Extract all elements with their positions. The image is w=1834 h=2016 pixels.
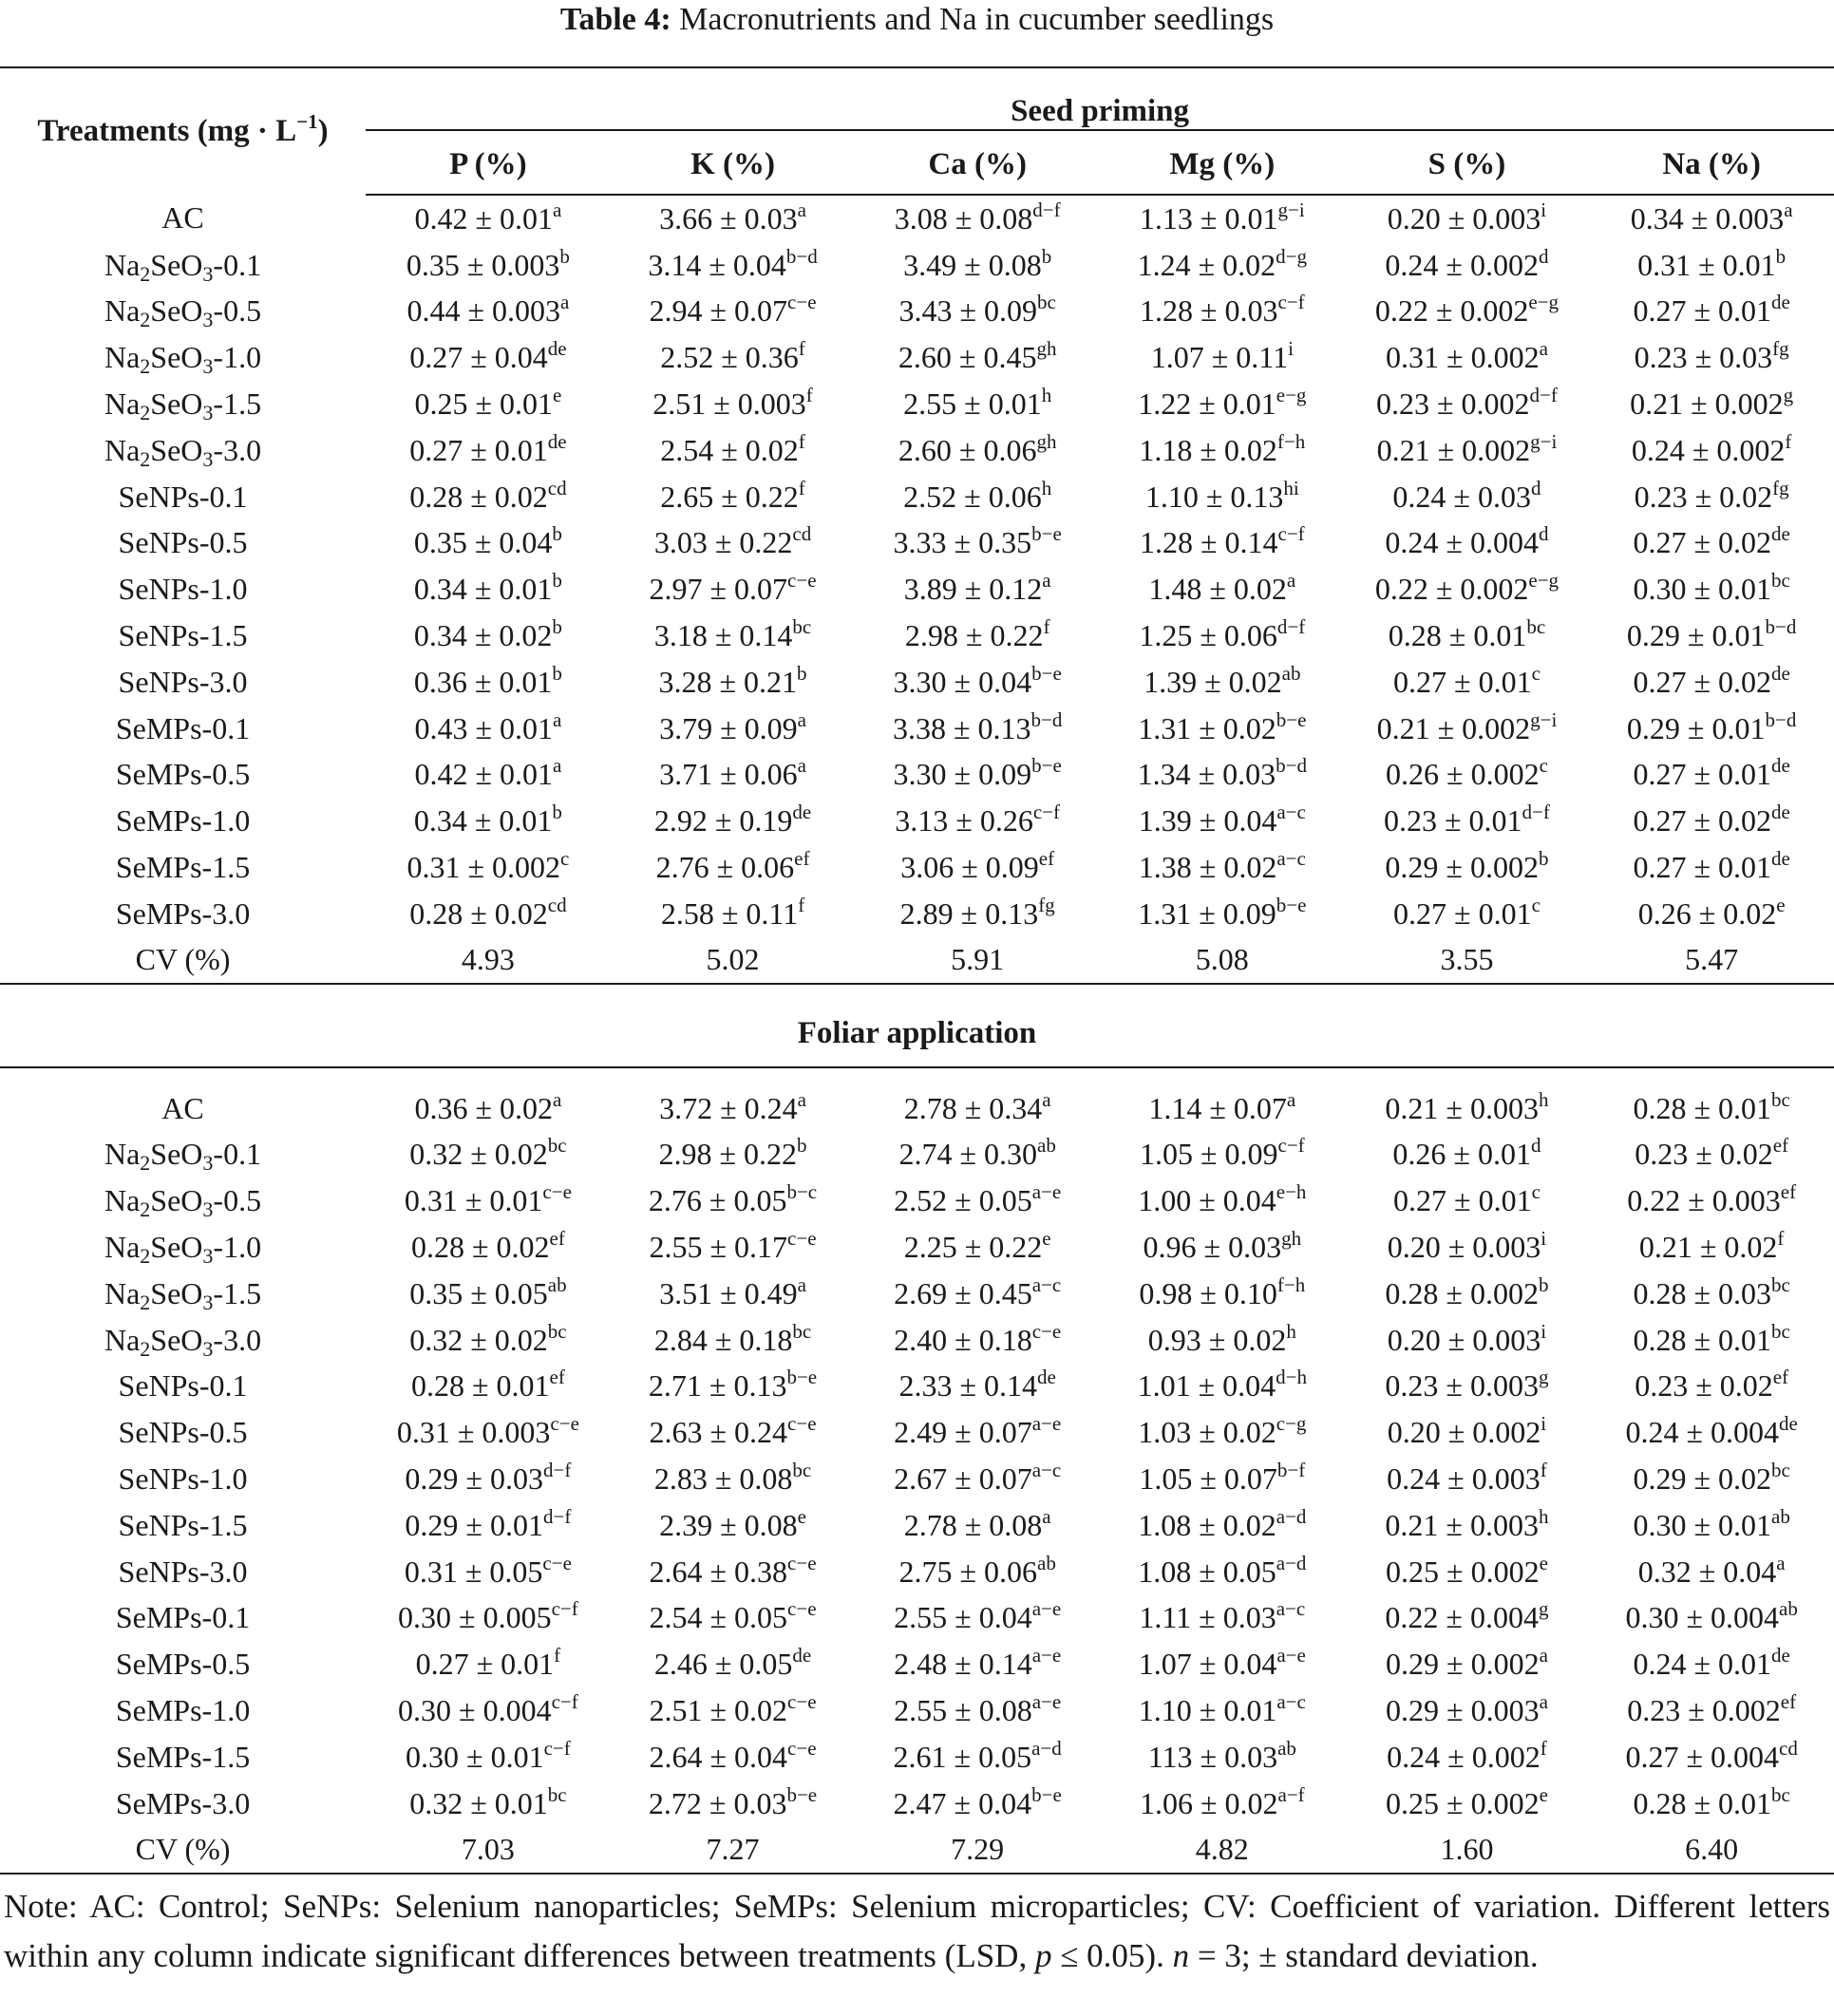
value-cell: $0.20 \pm 0.002^i$ xyxy=(1387,1412,1547,1450)
treatment-name: SeNPs-1.5 xyxy=(118,618,248,653)
treatment-name: AC xyxy=(161,1090,204,1125)
treatment-name: SeNPs-0.1 xyxy=(118,479,248,514)
value-cell: 0.29 ± 0.003$^a$ xyxy=(1386,1690,1548,1727)
value-cell: $1.10 \pm 0.13^{hi}$ xyxy=(1144,476,1299,514)
value-cell: $1.05 \pm 0.09^{c-f}$ xyxy=(1139,1134,1305,1172)
value-cell: 2.83 ± 0.08$^{bc}$ xyxy=(653,1459,812,1497)
value-cell: $1.07 \pm 0.11^i$ xyxy=(1150,337,1294,375)
value-cell: $2.54 \pm 0.05^{c-e}$ xyxy=(649,1597,817,1635)
cv-value: 7.03 xyxy=(366,1827,611,1874)
value-cell: 2.55 ± 0.01$^h$ xyxy=(903,384,1052,422)
value-cell: 0.24 ± 0.003$^f$ xyxy=(1387,1459,1547,1497)
value-cell: $2.63 \pm 0.24^{c-e}$ xyxy=(649,1412,817,1450)
table-caption xyxy=(0,0,1834,40)
treatments-header: Treatments $(mg \cdot L^{-1})$ xyxy=(0,67,366,195)
value-cell: 0.26 ± 0.002$^c$ xyxy=(1386,754,1548,792)
value-cell: 0.28 ± 0.01$^{bc}$ xyxy=(1633,1319,1790,1357)
value-cell: 0.32 ± 0.02$^{bc}$ xyxy=(409,1134,567,1172)
value-cell: $0.31 \pm 0.003^{c-e}$ xyxy=(396,1412,579,1450)
column-header: Mg (%) xyxy=(1100,135,1345,195)
table-caption-label: Table 4: xyxy=(559,2,671,37)
value-cell: 0.21 ± 0.02$^f$ xyxy=(1638,1227,1785,1265)
value-cell: $3.30 \pm 0.04^{b-e}$ xyxy=(893,661,1062,699)
value-cell: 0.42 ± 0.01$^a$ xyxy=(414,754,562,792)
value-cell: 0.24 ± 0.002$^f$ xyxy=(1631,429,1792,467)
value-cell: $2.55 \pm 0.04^{a-e}$ xyxy=(894,1597,1062,1635)
table-row xyxy=(0,1364,1834,1410)
cv-value: 3.55 xyxy=(1345,937,1590,984)
table-row xyxy=(0,706,1834,752)
value-cell: $1.08 \pm 0.02^{a-d}$ xyxy=(1138,1504,1307,1542)
value-cell: 0.93 ± 0.02$^h$ xyxy=(1147,1319,1296,1357)
table-row xyxy=(0,891,1834,937)
value-cell: 0.27 ± 0.01de xyxy=(1633,291,1790,329)
treatment-name: SeMPs-0.5 xyxy=(115,1647,251,1682)
value-cell: $0.29 \pm 0.03^{d-f}$ xyxy=(405,1459,572,1497)
value-cell: 0.26 ± 0.02$^e$ xyxy=(1637,893,1786,931)
value-cell: 2.54 ± 0.02$^f$ xyxy=(660,429,805,467)
value-cell: $2.97 \pm 0.07^{c-e}$ xyxy=(649,569,817,607)
value-cell: 0.24 ± 0.004de xyxy=(1625,1412,1798,1450)
value-cell: 2.52 ± 0.36$^f$ xyxy=(660,337,805,375)
cv-value: 5.47 xyxy=(1589,937,1834,984)
treatment-name: $Na_2SeO_3-1.0$ xyxy=(104,1230,262,1269)
value-cell: 3.72 ± 0.24$^a$ xyxy=(659,1087,806,1125)
value-cell: 0.24 ± 0.004$^d$ xyxy=(1385,522,1549,560)
value-cell: 3.28 ± 0.21$^b$ xyxy=(658,661,807,699)
value-cell: 0.25 ± 0.002$^e$ xyxy=(1386,1551,1548,1589)
cv-row xyxy=(0,1827,1834,1874)
value-cell: 2.60 ± 0.06$^{gh}$ xyxy=(898,429,1057,467)
value-cell: 2.84 ± 0.18$^{bc}$ xyxy=(653,1319,812,1357)
table-row xyxy=(0,659,1834,706)
value-cell: 0.28 ± 0.02$^{ef}$ xyxy=(410,1227,565,1265)
value-cell: 0.44 ± 0.003$^a$ xyxy=(407,291,570,329)
value-cell: 0.28 ± 0.002$^b$ xyxy=(1385,1272,1549,1310)
table-row xyxy=(0,1595,1834,1642)
value-cell: $1.31 \pm 0.09^{b-e}$ xyxy=(1138,893,1307,931)
table-row xyxy=(0,1734,1834,1780)
treatment-name: SeNPs-0.5 xyxy=(118,525,248,560)
table-row xyxy=(0,566,1834,612)
value-cell: $0.22 \pm 0.002^{e-g}$ xyxy=(1374,291,1560,329)
cv-label: CV (%) xyxy=(0,937,366,984)
treatment-name: SeMPs-1.5 xyxy=(115,1739,251,1774)
treatment-name: $Na_2SeO_3-1.5$ xyxy=(104,1275,262,1314)
value-cell: 2.39 ± 0.08$^e$ xyxy=(659,1504,806,1542)
value-cell: 2.33 ± 0.14de xyxy=(898,1366,1056,1404)
value-cell: $0.29 \pm 0.01^{d-f}$ xyxy=(405,1504,572,1542)
cv-value: 5.91 xyxy=(855,937,1100,984)
value-cell: 3.43 ± 0.09$^{bc}$ xyxy=(898,291,1056,329)
value-cell: 0.27 ± 0.01$^f$ xyxy=(415,1644,561,1682)
treatment-name: SeNPs-0.1 xyxy=(118,1368,248,1404)
value-cell: 0.24 ± 0.002$^f$ xyxy=(1387,1736,1547,1774)
value-cell: $3.33 \pm 0.35^{b-e}$ xyxy=(893,522,1062,560)
value-cell: $2.76 \pm 0.05^{b-c}$ xyxy=(648,1180,818,1218)
table-row xyxy=(0,752,1834,799)
value-cell: $2.94 \pm 0.07^{c-e}$ xyxy=(649,291,817,329)
table-row xyxy=(0,1641,1834,1687)
value-cell: $2.67 \pm 0.07^{a-c}$ xyxy=(894,1459,1062,1497)
value-cell: 0.28 ± 0.01$^{bc}$ xyxy=(1388,615,1546,653)
value-cell: $2.51 \pm 0.02^{c-e}$ xyxy=(649,1690,817,1727)
value-cell: 0.27 ± 0.04de xyxy=(409,337,567,375)
value-cell: 1.39 ± 0.02$^{ab}$ xyxy=(1144,661,1301,699)
value-cell: 0.30 ± 0.01$^{ab}$ xyxy=(1633,1504,1790,1542)
value-cell: $3.13 \pm 0.26^{c-f}$ xyxy=(895,801,1061,838)
value-cell: 3.51 ± 0.49$^a$ xyxy=(659,1272,806,1310)
value-cell: 2.78 ± 0.08$^a$ xyxy=(903,1504,1051,1542)
value-cell: 0.28 ± 0.01$^{bc}$ xyxy=(1633,1087,1790,1125)
value-cell: 3.49 ± 0.08$^b$ xyxy=(903,244,1052,282)
treatment-name: AC xyxy=(161,200,204,236)
value-cell: $1.00 \pm 0.04^{e-h}$ xyxy=(1138,1180,1307,1218)
value-cell: 2.60 ± 0.45$^{gh}$ xyxy=(898,337,1057,375)
value-cell: 0.34 ± 0.01$^b$ xyxy=(413,801,562,838)
value-cell: 0.30 ± 0.01$^{bc}$ xyxy=(1633,569,1790,607)
value-cell: $3.14 \pm 0.04^{b-d}$ xyxy=(648,244,818,282)
value-cell: $1.28 \pm 0.14^{c-f}$ xyxy=(1139,522,1305,560)
table-row xyxy=(0,289,1834,335)
cv-value: 1.60 xyxy=(1345,1827,1590,1874)
treatment-name: $Na_2SeO_3-0.5$ xyxy=(104,293,262,332)
value-cell: 0.31 ± 0.01$^b$ xyxy=(1637,244,1787,282)
value-cell: $2.72 \pm 0.03^{b-e}$ xyxy=(648,1782,818,1820)
value-cell: 3.79 ± 0.09$^a$ xyxy=(659,707,806,745)
column-header: S (%) xyxy=(1345,135,1590,195)
value-cell: $0.20 \pm 0.003^i$ xyxy=(1387,198,1547,236)
value-cell: 2.74 ± 0.30$^{ab}$ xyxy=(898,1134,1056,1172)
value-cell: 2.58 ± 0.11$^f$ xyxy=(660,893,805,931)
value-cell: 2.51 ± 0.003$^f$ xyxy=(652,384,813,422)
value-cell: $0.21 \pm 0.002^{g-i}$ xyxy=(1376,429,1558,467)
value-cell: 0.30 ± 0.004$^{ab}$ xyxy=(1625,1597,1798,1635)
value-cell: 0.28 ± 0.02$^{cd}$ xyxy=(409,893,567,931)
value-cell: 2.76 ± 0.06$^{ef}$ xyxy=(655,847,810,885)
value-cell: 2.75 ± 0.06$^{ab}$ xyxy=(898,1551,1056,1589)
table-row xyxy=(0,612,1834,659)
value-cell: $1.38 \pm 0.02^{a-c}$ xyxy=(1138,847,1306,885)
value-cell: $1.05 \pm 0.07^{b-f}$ xyxy=(1139,1459,1306,1497)
value-cell: 0.21 ± 0.003$^h$ xyxy=(1385,1087,1549,1125)
value-cell: 0.35 ± 0.04$^b$ xyxy=(413,522,562,560)
value-cell: 3.03 ± 0.22$^{cd}$ xyxy=(653,522,812,560)
value-cell: 3.18 ± 0.14$^{bc}$ xyxy=(653,615,812,653)
table-row xyxy=(0,1549,1834,1595)
value-cell: $1.11 \pm 0.03^{a-c}$ xyxy=(1139,1597,1306,1635)
value-cell: 0.23 ± 0.02$^{ef}$ xyxy=(1635,1366,1789,1404)
value-cell: $1.28 \pm 0.03^{c-f}$ xyxy=(1139,291,1305,329)
value-cell: 0.28 ± 0.01$^{bc}$ xyxy=(1633,1782,1790,1820)
table-row xyxy=(0,1780,1834,1827)
value-cell: 2.89 ± 0.13$^{fg}$ xyxy=(899,893,1055,931)
value-cell: $0.20 \pm 0.003^i$ xyxy=(1387,1227,1547,1265)
treatment-name: $Na_2SeO_3-3.0$ xyxy=(104,432,262,471)
value-cell: $1.34 \pm 0.03^{b-d}$ xyxy=(1137,754,1307,792)
value-cell: 0.27 ± 0.02de xyxy=(1633,522,1790,560)
value-cell: 2.46 ± 0.05de xyxy=(653,1644,812,1682)
value-cell: $0.30 \pm 0.01^{c-f}$ xyxy=(406,1736,571,1774)
column-header: K (%) xyxy=(611,135,856,195)
value-cell: 0.32 ± 0.02$^{bc}$ xyxy=(409,1319,567,1357)
table-row xyxy=(0,1502,1834,1549)
treatment-name: SeMPs-1.0 xyxy=(115,803,251,838)
value-cell: 0.23 ± 0.002$^{ef}$ xyxy=(1627,1690,1797,1727)
value-cell: 0.34 ± 0.02$^b$ xyxy=(413,615,562,653)
table-row xyxy=(0,1224,1834,1271)
value-cell: 0.27 ± 0.02de xyxy=(1633,801,1790,838)
value-cell: 0.27 ± 0.01$^c$ xyxy=(1393,893,1541,931)
cv-value: 4.93 xyxy=(366,937,611,984)
value-cell: $0.29 \pm 0.01^{b-d}$ xyxy=(1626,707,1797,745)
value-cell: 0.25 ± 0.002$^e$ xyxy=(1386,1782,1548,1820)
treatment-name: SeMPs-0.1 xyxy=(115,710,251,745)
cv-row xyxy=(0,937,1834,984)
value-cell: 0.27 ± 0.01de xyxy=(1633,754,1790,792)
value-cell: 0.27 ± 0.01de xyxy=(1633,847,1790,885)
value-cell: 0.96 ± 0.03$^{gh}$ xyxy=(1143,1227,1302,1265)
treatment-name: $Na_2SeO_3-0.1$ xyxy=(104,1137,262,1176)
value-cell: $0.22 \pm 0.002^{e-g}$ xyxy=(1374,569,1560,607)
value-cell: $1.24 \pm 0.02^{d-g}$ xyxy=(1137,244,1307,282)
value-cell: $1.07 \pm 0.04^{a-e}$ xyxy=(1138,1644,1306,1682)
value-cell: $2.47 \pm 0.04^{b-e}$ xyxy=(893,1782,1062,1820)
treatment-name: $Na_2SeO_3-0.1$ xyxy=(104,247,262,286)
table-caption-text: Macronutrients and Na in cucumber seedlings xyxy=(671,2,1275,37)
column-header: Ca (%) xyxy=(855,135,1100,195)
value-cell: $2.52 \pm 0.05^{a-e}$ xyxy=(894,1180,1062,1218)
value-cell: $1.31 \pm 0.02^{b-e}$ xyxy=(1138,707,1307,745)
value-cell: 0.27 ± 0.01$^c$ xyxy=(1393,661,1541,699)
table-row xyxy=(0,195,1834,242)
value-cell: 3.06 ± 0.09$^{ef}$ xyxy=(900,847,1055,885)
table-row xyxy=(0,1085,1834,1132)
table-row xyxy=(0,474,1834,520)
value-cell: $3.08 \pm 0.08^{d-f}$ xyxy=(894,198,1061,236)
table-row xyxy=(0,334,1834,381)
value-cell: 2.65 ± 0.22$^f$ xyxy=(660,476,805,514)
value-cell: 0.27 ± 0.01$^c$ xyxy=(1393,1180,1541,1218)
cv-value: 5.02 xyxy=(611,937,856,984)
value-cell: $0.20 \pm 0.003^i$ xyxy=(1387,1319,1547,1357)
value-cell: $2.71 \pm 0.13^{b-e}$ xyxy=(648,1366,818,1404)
value-cell: 0.26 ± 0.01$^d$ xyxy=(1392,1134,1541,1172)
table-row xyxy=(0,798,1834,844)
value-cell: 113 ± 0.03$^{ab}$ xyxy=(1147,1736,1296,1774)
value-cell: 1.48 ± 0.02$^a$ xyxy=(1148,569,1296,607)
value-cell: 0.35 ± 0.003$^b$ xyxy=(406,244,570,282)
value-cell: $1.06 \pm 0.02^{a-f}$ xyxy=(1139,1782,1305,1820)
value-cell: 0.21 ± 0.003$^h$ xyxy=(1385,1504,1549,1542)
table-row xyxy=(0,1456,1834,1502)
value-cell: 2.78 ± 0.34$^a$ xyxy=(903,1087,1051,1125)
cv-value: 7.29 xyxy=(855,1827,1100,1874)
data-table xyxy=(0,66,1834,1875)
column-header: P (%) xyxy=(366,135,611,195)
cv-value: 5.08 xyxy=(1100,937,1345,984)
value-cell: 0.34 ± 0.01$^b$ xyxy=(413,569,562,607)
value-cell: 0.28 ± 0.01$^{ef}$ xyxy=(410,1366,565,1404)
value-cell: 3.66 ± 0.03$^a$ xyxy=(659,198,806,236)
value-cell: $1.18 \pm 0.02^{f-h}$ xyxy=(1139,429,1306,467)
value-cell: 0.23 ± 0.003$^g$ xyxy=(1385,1366,1549,1404)
value-cell: $2.64 \pm 0.04^{c-e}$ xyxy=(649,1736,817,1774)
value-cell: 0.31 ± 0.002$^a$ xyxy=(1386,337,1548,375)
table-row xyxy=(0,844,1834,891)
treatment-name: SeMPs-0.5 xyxy=(115,757,251,792)
value-cell: $1.03 \pm 0.02^{c-g}$ xyxy=(1138,1412,1307,1450)
table-row xyxy=(0,520,1834,567)
treatment-name: SeMPs-3.0 xyxy=(115,1785,251,1820)
value-cell: 0.27 ± 0.004$^{cd}$ xyxy=(1625,1736,1798,1774)
value-cell: $0.29 \pm 0.01^{b-d}$ xyxy=(1626,615,1797,653)
treatment-name: SeNPs-3.0 xyxy=(118,1554,248,1589)
value-cell: $2.40 \pm 0.18^{c-e}$ xyxy=(894,1319,1062,1357)
value-cell: 2.25 ± 0.22$^e$ xyxy=(903,1227,1051,1265)
value-cell: 0.23 ± 0.02$^{fg}$ xyxy=(1634,476,1789,514)
value-cell: 3.89 ± 0.12$^a$ xyxy=(903,569,1051,607)
cv-value: 6.40 xyxy=(1589,1827,1834,1874)
value-cell: 1.14 ± 0.07$^a$ xyxy=(1148,1087,1296,1125)
value-cell: 0.34 ± 0.003$^a$ xyxy=(1630,198,1793,236)
treatment-name: SeNPs-1.0 xyxy=(118,1461,248,1497)
column-header: Na (%) xyxy=(1589,135,1834,195)
table-row xyxy=(0,427,1834,474)
value-cell: 0.36 ± 0.02$^a$ xyxy=(414,1087,562,1125)
value-cell: 0.22 ± 0.003$^{ef}$ xyxy=(1627,1180,1797,1218)
value-cell: $0.31 \pm 0.01^{c-e}$ xyxy=(404,1180,572,1218)
value-cell: $2.64 \pm 0.38^{c-e}$ xyxy=(649,1551,817,1589)
table-row xyxy=(0,1271,1834,1317)
value-cell: $1.39 \pm 0.04^{a-c}$ xyxy=(1138,801,1306,838)
value-cell: 0.29 ± 0.002$^b$ xyxy=(1385,847,1549,885)
value-cell: 0.31 ± 0.002$^c$ xyxy=(407,847,570,885)
value-cell: 0.23 ± 0.02$^{ef}$ xyxy=(1635,1134,1789,1172)
treatment-name: SeMPs-1.5 xyxy=(115,850,251,885)
value-cell: 2.92 ± 0.19de xyxy=(653,801,812,838)
treatment-name: $Na_2SeO_3-1.0$ xyxy=(104,340,262,379)
value-cell: $2.55 \pm 0.08^{a-e}$ xyxy=(894,1690,1062,1727)
value-cell: $0.23 \pm 0.01^{d-f}$ xyxy=(1383,801,1550,838)
table-row xyxy=(0,381,1834,427)
value-cell: $1.22 \pm 0.01^{e-g}$ xyxy=(1138,384,1307,422)
value-cell: $0.31 \pm 0.05^{c-e}$ xyxy=(404,1551,572,1589)
value-cell: 0.43 ± 0.01$^a$ xyxy=(414,707,562,745)
value-cell: 2.98 ± 0.22$^f$ xyxy=(904,615,1050,653)
value-cell: 0.32 ± 0.01$^{bc}$ xyxy=(409,1782,567,1820)
value-cell: $1.08 \pm 0.05^{a-d}$ xyxy=(1138,1551,1307,1589)
value-cell: $0.21 \pm 0.002^{g-i}$ xyxy=(1376,707,1558,745)
value-cell: $2.61 \pm 0.05^{a-d}$ xyxy=(893,1736,1062,1774)
cv-value: 4.82 xyxy=(1100,1827,1345,1874)
table-row xyxy=(0,1132,1834,1178)
treatment-name: $Na_2SeO_3-3.0$ xyxy=(104,1322,262,1361)
value-cell: 0.32 ± 0.04$^a$ xyxy=(1637,1551,1786,1589)
value-cell: 0.27 ± 0.01de xyxy=(409,429,567,467)
value-cell: $0.30 \pm 0.005^{c-f}$ xyxy=(398,1597,578,1635)
table-row xyxy=(0,1687,1834,1734)
value-cell: 0.25 ± 0.01$^e$ xyxy=(414,384,562,422)
value-cell: 0.28 ± 0.03$^{bc}$ xyxy=(1633,1272,1790,1310)
value-cell: 2.52 ± 0.06$^h$ xyxy=(903,476,1052,514)
value-cell: $1.13 \pm 0.01^{g-i}$ xyxy=(1139,198,1305,236)
value-cell: $2.55 \pm 0.17^{c-e}$ xyxy=(649,1227,817,1265)
value-cell: $2.49 \pm 0.07^{a-e}$ xyxy=(894,1412,1062,1450)
cv-value: 7.27 xyxy=(611,1827,856,1874)
treatment-name: SeNPs-3.0 xyxy=(118,664,248,699)
value-cell: 0.42 ± 0.01$^a$ xyxy=(414,198,562,236)
value-cell: 0.24 ± 0.01de xyxy=(1633,1644,1790,1682)
table-row xyxy=(0,1409,1834,1456)
treatment-name: $Na_2SeO_3-1.5$ xyxy=(104,386,262,425)
treatment-name: SeNPs-1.0 xyxy=(118,572,248,607)
treatment-name: SeMPs-0.1 xyxy=(115,1600,251,1635)
value-cell: $2.69 \pm 0.45^{a-c}$ xyxy=(894,1272,1062,1310)
treatment-name: SeNPs-0.5 xyxy=(118,1415,248,1450)
value-cell: $0.23 \pm 0.002^{d-f}$ xyxy=(1375,384,1558,422)
value-cell: 0.29 ± 0.002$^a$ xyxy=(1386,1644,1548,1682)
value-cell: $1.25 \pm 0.06^{d-f}$ xyxy=(1139,615,1306,653)
value-cell: 2.98 ± 0.22$^b$ xyxy=(658,1134,807,1172)
cv-label: CV (%) xyxy=(0,1827,366,1874)
treatment-name: SeMPs-3.0 xyxy=(115,895,251,931)
group-header-seed-priming: Seed priming xyxy=(366,67,1834,135)
table-note: Note: AC: Control; SeNPs: Selenium nanoparticles; SeMPs: Selenium microparticles; CV: Coefficient of variation. Different letters within any column indicate significant differences between treatments (LSD, p ≤ 0.05). n = 3; ± standard deviation. xyxy=(4,1888,1830,1974)
value-cell: 0.24 ± 0.03$^d$ xyxy=(1392,476,1541,514)
value-cell: 0.29 ± 0.02$^{bc}$ xyxy=(1633,1459,1790,1497)
value-cell: 0.27 ± 0.02de xyxy=(1633,661,1790,699)
treatment-name: SeMPs-1.0 xyxy=(115,1693,251,1727)
treatment-name: SeNPs-1.5 xyxy=(118,1507,248,1542)
value-cell: $2.48 \pm 0.14^{a-e}$ xyxy=(894,1644,1062,1682)
value-cell: 0.35 ± 0.05$^{ab}$ xyxy=(409,1272,567,1310)
value-cell: $0.30 \pm 0.004^{c-f}$ xyxy=(398,1690,578,1727)
value-cell: 0.22 ± 0.004$^g$ xyxy=(1385,1597,1549,1635)
value-cell: 3.71 ± 0.06$^a$ xyxy=(659,754,806,792)
value-cell: $1.01 \pm 0.04^{d-h}$ xyxy=(1137,1366,1307,1404)
value-cell: $3.30 \pm 0.09^{b-e}$ xyxy=(893,754,1062,792)
value-cell: 0.36 ± 0.01$^b$ xyxy=(413,661,562,699)
group-header-foliar-application: Foliar application xyxy=(0,1002,1834,1067)
value-cell: $0.98 \pm 0.10^{f-h}$ xyxy=(1139,1272,1306,1310)
treatment-name: $Na_2SeO_3-0.5$ xyxy=(104,1183,262,1222)
value-cell: $3.38 \pm 0.13^{b-d}$ xyxy=(892,707,1063,745)
value-cell: 0.23 ± 0.03$^{fg}$ xyxy=(1634,337,1789,375)
table-row xyxy=(0,1317,1834,1364)
value-cell: 0.24 ± 0.002$^d$ xyxy=(1385,244,1549,282)
value-cell: $1.10 \pm 0.01^{a-c}$ xyxy=(1138,1690,1306,1727)
value-cell: 0.28 ± 0.02$^{cd}$ xyxy=(409,476,567,514)
table-row xyxy=(0,242,1834,289)
table-row xyxy=(0,1178,1834,1224)
value-cell: 0.21 ± 0.002$^g$ xyxy=(1630,384,1794,422)
